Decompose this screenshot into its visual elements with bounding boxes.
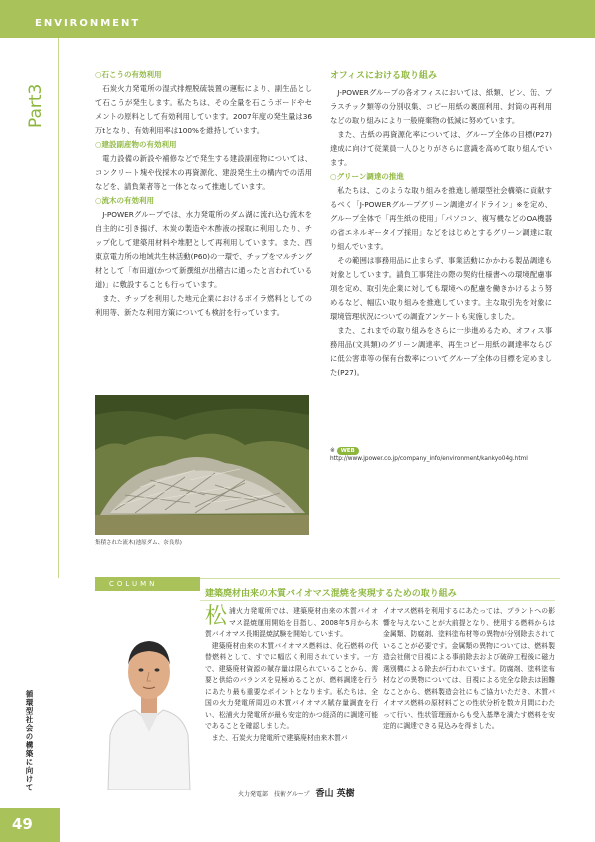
part-label-text: Part3 <box>26 83 46 128</box>
column-paragraph-1: 浦火力発電所では、建築廃材由来の木質バイオマス混焼運用開始を目指し、2008年5月から木質バイオマス長期混焼試験を開始しています。 <box>205 607 378 638</box>
web-url-link[interactable]: http://www.jpower.co.jp/company_info/environment/kankyo04g.html <box>330 456 528 462</box>
right-column <box>330 68 552 380</box>
column-dropcap: 松 <box>205 604 228 629</box>
heading-driftwood: ○流木の有効利用 <box>95 196 155 205</box>
heading-construction: ○建設副産物の有効利用 <box>95 140 177 149</box>
paragraph-gypsum: 石炭火力発電所の湿式排煙脱硫装置の運転により、副生品として石こうが発生します。私たちは、その全量を石こうボードやセメントの原料として有効利用しています。2007年度の発生量は36万tとなり、有効利用率は100%を維持しています。 <box>95 84 312 135</box>
driftwood-photo-art <box>95 395 309 535</box>
author-portrait <box>100 610 198 790</box>
green-paragraph-3: また、これまでの取り組みをさらに一歩進めるため、オフィス事務用品(文具類)のグリーン調達率、再生コピー用紙の調達率ならびに低公害車等の保有台数率についてグループ全体の目標を定めました(P27)。 <box>330 326 552 377</box>
column-title: 建築廃材由来の木質バイオマス混焼を実現するための取り組み <box>205 589 457 599</box>
side-vertical-label <box>24 690 40 820</box>
web-reference <box>330 447 552 463</box>
heading-green-procurement: ○グリーン調達の推進 <box>330 172 404 181</box>
left-column <box>95 68 312 320</box>
column-tab: COLUMN <box>95 577 200 591</box>
page-number: 49 <box>12 815 33 833</box>
office-paragraph-2: また、古紙の再資源化率については、グループ全体の目標(P27)達成に向けて従業員一人ひとりがさらに意識を高めて取り組んでいます。 <box>330 130 552 167</box>
column-paragraph-4: イオマス燃料を利用するにあたっては、プラントへの影響を与えないことが大前提となり、使用する燃料からは金属類、防腐剤、塗料塗布材等の異物が分別除去されていることが必要です。金属類の異物については、燃料製造会社側で目視による事前除去および破砕工程後に磁力選別機による除去が行われています。防腐剤、塗料塗布材などの異物については、目視による完全な除去は困難なことから、燃料製造会社にもご協力いただき、木質バイオマス燃料の原材料ごとの性状分析を数カ月間にわたって行い、性状管理面からも受入基準を満たす燃料を安定的に調達できる見込みを得ました。 <box>383 607 555 730</box>
column-paragraph-3: また、石炭火力発電所で建築廃材由来木質バ <box>211 733 348 742</box>
author-portrait-art <box>100 610 198 790</box>
web-badge: WEB <box>337 447 359 455</box>
green-paragraph-2: その範囲は事務用品に止まらず、事業活動にかかわる製品調達も対象としています。請負工事発注の際の契約仕様書への環境配慮事項を定め、取引先企業に対しても環境への配慮を働きかけるよう努めるなど、幅広い取り組みを推進しています。主な取引先を対象に環境管理状況についての調査アンケートも実施しました。 <box>330 256 552 321</box>
paragraph-driftwood-2: また、チップを利用した地元企業におけるボイラ燃料としての利用等、新たな利用方策についても検討を行っています。 <box>95 294 312 317</box>
section-header: ENVIRONMENT <box>35 18 141 29</box>
photo-caption: 集積された流木(池原ダム、奈良県) <box>95 540 182 546</box>
heading-gypsum: ○石こうの有効利用 <box>95 70 162 79</box>
side-vertical-text: 循環型社会の構築に向けて <box>25 690 34 792</box>
paragraph-driftwood-1: J-POWERグループでは、水力発電所のダム湖に流れ込む流木を自主的に引き揚げ、木炭の製造や木酢液の採取に利用したり、チップ化して建築用材料や堆肥として再利用しています。また、西東京電力所の地域共生林活動(P60)の一環で、チップをマルチング材として「布田道(かつて新撰組が出稽古に通ったと言われている道)」に敷設することも行っています。 <box>95 210 312 289</box>
paragraph-construction: 電力設備の新設や補修などで発生する建設副産物については、コンクリート塊や伐採木の再資源化、建設発生土の構内での活用などを、請負業者等と一体となって推進しています。 <box>95 154 312 191</box>
driftwood-photo <box>95 395 309 535</box>
signature-name: 香山 英樹 <box>315 789 355 799</box>
web-note-mark: ※ <box>330 448 335 454</box>
column-signature <box>238 786 355 799</box>
sidebar-divider <box>58 38 59 578</box>
column-title-rule <box>200 600 555 601</box>
column-paragraph-2: 建築廃材由来の木質バイオマス燃料は、化石燃料の代替燃料として、すでに幅広く利用されています。一方で、建築廃材資源の賦存量は限られていることから、需要と供給のバランスを見極めることが、燃料調達を行うにあたり最も重要なポイントとなります。私たちは、全国の火力発電所周辺の木質バイオマス賦存量調査を行い、松浦火力発電所が最も安定的かつ経済的に調達可能であることを確認しました。 <box>205 641 378 730</box>
office-paragraph-1: J-POWERグループの各オフィスにおいては、紙類、ビン、缶、プラスチック類等の分別収集、コピー用紙の裏面利用、封筒の再利用などの取り組みにより一般廃棄物の低減に努めています。 <box>330 88 552 125</box>
office-section-title: オフィスにおける取り組み <box>330 71 438 81</box>
column-text-right <box>383 606 555 733</box>
signature-affiliation: 火力発電部 技術グループ <box>238 791 310 798</box>
column-text-left <box>205 606 378 744</box>
part-label <box>22 70 52 130</box>
green-paragraph-1: 私たちは、このような取り組みを推進し循環型社会構築に貢献するべく「J-POWERグループグリーン調達ガイドライン」※を定め、グループ全体で「再生紙の使用」「パソコン、複写機などのOA機器の省エネルギータイプ採用」などをはじめとするグリーン調達に取り組んでいます。 <box>330 186 552 251</box>
